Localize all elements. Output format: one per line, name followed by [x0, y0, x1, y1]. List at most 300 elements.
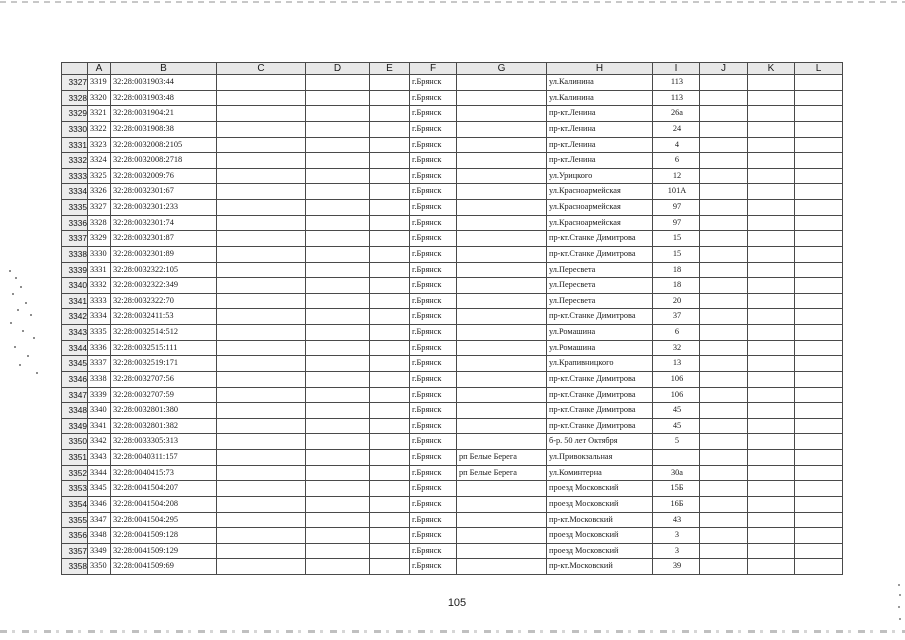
cell-d[interactable]: [306, 481, 370, 497]
cell-f[interactable]: г.Брянск: [410, 137, 457, 153]
cell-a[interactable]: 3320: [88, 90, 111, 106]
cell-i[interactable]: 30а: [653, 465, 700, 481]
cell-a[interactable]: 3332: [88, 278, 111, 294]
cell-k[interactable]: [748, 200, 795, 216]
cell-j[interactable]: [700, 75, 748, 91]
cell-k[interactable]: [748, 106, 795, 122]
cell-g[interactable]: [457, 496, 547, 512]
row-number[interactable]: 3332: [62, 153, 88, 169]
cell-b[interactable]: 32:28:0041509:69: [111, 559, 217, 575]
cell-d[interactable]: [306, 434, 370, 450]
cell-d[interactable]: [306, 559, 370, 575]
cell-f[interactable]: г.Брянск: [410, 200, 457, 216]
cell-f[interactable]: г.Брянск: [410, 121, 457, 137]
cell-a[interactable]: 3326: [88, 184, 111, 200]
cell-a[interactable]: 3333: [88, 293, 111, 309]
cell-j[interactable]: [700, 496, 748, 512]
cell-g[interactable]: рп Белые Берега: [457, 465, 547, 481]
cell-c[interactable]: [217, 121, 306, 137]
cell-f[interactable]: г.Брянск: [410, 325, 457, 341]
cell-l[interactable]: [795, 246, 843, 262]
cell-k[interactable]: [748, 75, 795, 91]
cell-b[interactable]: 32:28:0032301:67: [111, 184, 217, 200]
cell-k[interactable]: [748, 371, 795, 387]
cell-k[interactable]: [748, 137, 795, 153]
cell-k[interactable]: [748, 168, 795, 184]
cell-j[interactable]: [700, 309, 748, 325]
cell-b[interactable]: 32:28:0032009:76: [111, 168, 217, 184]
cell-f[interactable]: г.Брянск: [410, 356, 457, 372]
cell-d[interactable]: [306, 465, 370, 481]
cell-h[interactable]: пр-кт.Станке Димитрова: [547, 371, 653, 387]
cell-d[interactable]: [306, 340, 370, 356]
cell-d[interactable]: [306, 106, 370, 122]
cell-b[interactable]: 32:28:0041509:128: [111, 528, 217, 544]
cell-e[interactable]: [370, 106, 410, 122]
cell-e[interactable]: [370, 403, 410, 419]
column-header-i[interactable]: I: [653, 63, 700, 75]
cell-d[interactable]: [306, 450, 370, 466]
cell-c[interactable]: [217, 184, 306, 200]
cell-d[interactable]: [306, 371, 370, 387]
cell-k[interactable]: [748, 418, 795, 434]
cell-h[interactable]: ул.Пересвета: [547, 262, 653, 278]
cell-b[interactable]: 32:28:0032707:59: [111, 387, 217, 403]
row-number[interactable]: 3349: [62, 418, 88, 434]
cell-l[interactable]: [795, 200, 843, 216]
cell-j[interactable]: [700, 106, 748, 122]
cell-k[interactable]: [748, 90, 795, 106]
cell-i[interactable]: 97: [653, 200, 700, 216]
cell-d[interactable]: [306, 246, 370, 262]
cell-j[interactable]: [700, 231, 748, 247]
cell-l[interactable]: [795, 121, 843, 137]
cell-k[interactable]: [748, 325, 795, 341]
cell-h[interactable]: пр-кт.Московский: [547, 512, 653, 528]
cell-c[interactable]: [217, 371, 306, 387]
cell-b[interactable]: 32:28:0031908:38: [111, 121, 217, 137]
cell-l[interactable]: [795, 481, 843, 497]
cell-e[interactable]: [370, 387, 410, 403]
cell-b[interactable]: 32:28:0032301:74: [111, 215, 217, 231]
cell-d[interactable]: [306, 512, 370, 528]
cell-c[interactable]: [217, 450, 306, 466]
cell-a[interactable]: 3337: [88, 356, 111, 372]
cell-i[interactable]: 37: [653, 309, 700, 325]
cell-j[interactable]: [700, 528, 748, 544]
cell-j[interactable]: [700, 293, 748, 309]
cell-j[interactable]: [700, 403, 748, 419]
cell-i[interactable]: 12: [653, 168, 700, 184]
cell-j[interactable]: [700, 543, 748, 559]
cell-h[interactable]: ул.Коминтерна: [547, 465, 653, 481]
cell-k[interactable]: [748, 293, 795, 309]
cell-b[interactable]: 32:28:0031904:21: [111, 106, 217, 122]
cell-b[interactable]: 32:28:0031903:44: [111, 75, 217, 91]
cell-g[interactable]: [457, 418, 547, 434]
cell-h[interactable]: ул.Пересвета: [547, 278, 653, 294]
cell-i[interactable]: 18: [653, 278, 700, 294]
cell-h[interactable]: пр-кт.Станке Димитрова: [547, 418, 653, 434]
row-number[interactable]: 3352: [62, 465, 88, 481]
cell-j[interactable]: [700, 153, 748, 169]
cell-e[interactable]: [370, 496, 410, 512]
cell-h[interactable]: ул.Ромашина: [547, 340, 653, 356]
cell-k[interactable]: [748, 528, 795, 544]
cell-a[interactable]: 3348: [88, 528, 111, 544]
cell-i[interactable]: 16Б: [653, 496, 700, 512]
cell-d[interactable]: [306, 90, 370, 106]
cell-d[interactable]: [306, 215, 370, 231]
cell-d[interactable]: [306, 200, 370, 216]
cell-d[interactable]: [306, 168, 370, 184]
row-number[interactable]: 3339: [62, 262, 88, 278]
cell-e[interactable]: [370, 340, 410, 356]
cell-a[interactable]: 3319: [88, 75, 111, 91]
cell-j[interactable]: [700, 168, 748, 184]
cell-l[interactable]: [795, 450, 843, 466]
cell-i[interactable]: 15: [653, 231, 700, 247]
row-number[interactable]: 3354: [62, 496, 88, 512]
cell-l[interactable]: [795, 356, 843, 372]
cell-l[interactable]: [795, 434, 843, 450]
cell-a[interactable]: 3340: [88, 403, 111, 419]
cell-b[interactable]: 32:28:0032301:87: [111, 231, 217, 247]
cell-j[interactable]: [700, 450, 748, 466]
cell-g[interactable]: [457, 543, 547, 559]
cell-b[interactable]: 32:28:0032008:2718: [111, 153, 217, 169]
cell-a[interactable]: 3322: [88, 121, 111, 137]
cell-g[interactable]: [457, 559, 547, 575]
cell-l[interactable]: [795, 512, 843, 528]
cell-c[interactable]: [217, 387, 306, 403]
cell-h[interactable]: пр-кт.Станке Димитрова: [547, 231, 653, 247]
row-number[interactable]: 3358: [62, 559, 88, 575]
cell-e[interactable]: [370, 418, 410, 434]
cell-l[interactable]: [795, 403, 843, 419]
cell-h[interactable]: ул.Пересвета: [547, 293, 653, 309]
cell-c[interactable]: [217, 418, 306, 434]
cell-f[interactable]: г.Брянск: [410, 215, 457, 231]
cell-l[interactable]: [795, 325, 843, 341]
cell-i[interactable]: 20: [653, 293, 700, 309]
cell-e[interactable]: [370, 262, 410, 278]
cell-i[interactable]: 106: [653, 387, 700, 403]
cell-j[interactable]: [700, 200, 748, 216]
cell-b[interactable]: 32:28:0032801:380: [111, 403, 217, 419]
cell-k[interactable]: [748, 559, 795, 575]
cell-h[interactable]: пр-кт.Ленина: [547, 137, 653, 153]
cell-h[interactable]: проезд Московский: [547, 481, 653, 497]
cell-l[interactable]: [795, 528, 843, 544]
cell-e[interactable]: [370, 215, 410, 231]
cell-a[interactable]: 3329: [88, 231, 111, 247]
cell-h[interactable]: ул.Привокзальная: [547, 450, 653, 466]
cell-c[interactable]: [217, 543, 306, 559]
cell-h[interactable]: пр-кт.Станке Димитрова: [547, 246, 653, 262]
column-header-e[interactable]: E: [370, 63, 410, 75]
cell-f[interactable]: г.Брянск: [410, 465, 457, 481]
cell-h[interactable]: проезд Московский: [547, 543, 653, 559]
cell-k[interactable]: [748, 231, 795, 247]
cell-f[interactable]: г.Брянск: [410, 75, 457, 91]
cell-h[interactable]: пр-кт.Ленина: [547, 106, 653, 122]
cell-k[interactable]: [748, 403, 795, 419]
row-number[interactable]: 3337: [62, 231, 88, 247]
cell-i[interactable]: 97: [653, 215, 700, 231]
cell-j[interactable]: [700, 387, 748, 403]
cell-e[interactable]: [370, 528, 410, 544]
row-number[interactable]: 3336: [62, 215, 88, 231]
cell-a[interactable]: 3321: [88, 106, 111, 122]
row-number[interactable]: 3351: [62, 450, 88, 466]
cell-l[interactable]: [795, 262, 843, 278]
cell-d[interactable]: [306, 75, 370, 91]
row-number[interactable]: 3327: [62, 75, 88, 91]
cell-e[interactable]: [370, 325, 410, 341]
cell-l[interactable]: [795, 278, 843, 294]
cell-f[interactable]: г.Брянск: [410, 512, 457, 528]
cell-h[interactable]: пр-кт.Станке Димитрова: [547, 309, 653, 325]
cell-e[interactable]: [370, 434, 410, 450]
cell-j[interactable]: [700, 90, 748, 106]
cell-b[interactable]: 32:28:0032301:89: [111, 246, 217, 262]
cell-h[interactable]: пр-кт.Московский: [547, 559, 653, 575]
cell-i[interactable]: 106: [653, 371, 700, 387]
cell-a[interactable]: 3341: [88, 418, 111, 434]
cell-e[interactable]: [370, 75, 410, 91]
cell-k[interactable]: [748, 465, 795, 481]
cell-e[interactable]: [370, 231, 410, 247]
cell-i[interactable]: 15Б: [653, 481, 700, 497]
row-number[interactable]: 3334: [62, 184, 88, 200]
cell-d[interactable]: [306, 153, 370, 169]
cell-h[interactable]: проезд Московский: [547, 496, 653, 512]
cell-a[interactable]: 3350: [88, 559, 111, 575]
cell-d[interactable]: [306, 387, 370, 403]
cell-d[interactable]: [306, 278, 370, 294]
row-number[interactable]: 3345: [62, 356, 88, 372]
cell-a[interactable]: 3344: [88, 465, 111, 481]
cell-b[interactable]: 32:28:0032301:233: [111, 200, 217, 216]
cell-f[interactable]: г.Брянск: [410, 496, 457, 512]
cell-e[interactable]: [370, 543, 410, 559]
cell-d[interactable]: [306, 137, 370, 153]
cell-k[interactable]: [748, 262, 795, 278]
cell-a[interactable]: 3349: [88, 543, 111, 559]
cell-h[interactable]: пр-кт.Ленина: [547, 121, 653, 137]
cell-b[interactable]: 32:28:0040415:73: [111, 465, 217, 481]
cell-d[interactable]: [306, 496, 370, 512]
cell-e[interactable]: [370, 168, 410, 184]
cell-j[interactable]: [700, 371, 748, 387]
cell-b[interactable]: 32:28:0032515:111: [111, 340, 217, 356]
cell-c[interactable]: [217, 106, 306, 122]
cell-g[interactable]: [457, 231, 547, 247]
cell-g[interactable]: [457, 512, 547, 528]
cell-k[interactable]: [748, 246, 795, 262]
cell-j[interactable]: [700, 184, 748, 200]
cell-a[interactable]: 3328: [88, 215, 111, 231]
cell-l[interactable]: [795, 106, 843, 122]
cell-d[interactable]: [306, 309, 370, 325]
cell-b[interactable]: 32:28:0033305:313: [111, 434, 217, 450]
cell-f[interactable]: г.Брянск: [410, 340, 457, 356]
cell-k[interactable]: [748, 153, 795, 169]
cell-c[interactable]: [217, 137, 306, 153]
cell-j[interactable]: [700, 418, 748, 434]
cell-k[interactable]: [748, 340, 795, 356]
cell-c[interactable]: [217, 168, 306, 184]
cell-c[interactable]: [217, 215, 306, 231]
cell-g[interactable]: [457, 309, 547, 325]
cell-d[interactable]: [306, 403, 370, 419]
cell-i[interactable]: 6: [653, 153, 700, 169]
cell-e[interactable]: [370, 293, 410, 309]
cell-g[interactable]: [457, 262, 547, 278]
cell-c[interactable]: [217, 325, 306, 341]
cell-f[interactable]: г.Брянск: [410, 262, 457, 278]
cell-a[interactable]: 3339: [88, 387, 111, 403]
cell-e[interactable]: [370, 200, 410, 216]
cell-k[interactable]: [748, 309, 795, 325]
cell-b[interactable]: 32:28:0041504:207: [111, 481, 217, 497]
row-number[interactable]: 3330: [62, 121, 88, 137]
cell-e[interactable]: [370, 309, 410, 325]
cell-d[interactable]: [306, 356, 370, 372]
cell-g[interactable]: [457, 215, 547, 231]
cell-a[interactable]: 3343: [88, 450, 111, 466]
cell-l[interactable]: [795, 75, 843, 91]
cell-i[interactable]: 101А: [653, 184, 700, 200]
cell-b[interactable]: 32:28:0041504:295: [111, 512, 217, 528]
cell-c[interactable]: [217, 356, 306, 372]
cell-e[interactable]: [370, 153, 410, 169]
cell-j[interactable]: [700, 465, 748, 481]
cell-f[interactable]: г.Брянск: [410, 543, 457, 559]
cell-l[interactable]: [795, 418, 843, 434]
cell-j[interactable]: [700, 481, 748, 497]
cell-c[interactable]: [217, 559, 306, 575]
cell-g[interactable]: [457, 325, 547, 341]
cell-g[interactable]: [457, 153, 547, 169]
cell-f[interactable]: г.Брянск: [410, 293, 457, 309]
cell-l[interactable]: [795, 215, 843, 231]
cell-c[interactable]: [217, 262, 306, 278]
cell-e[interactable]: [370, 184, 410, 200]
row-number[interactable]: 3329: [62, 106, 88, 122]
cell-h[interactable]: пр-кт.Ленина: [547, 153, 653, 169]
row-number[interactable]: 3341: [62, 293, 88, 309]
cell-g[interactable]: [457, 278, 547, 294]
row-number[interactable]: 3347: [62, 387, 88, 403]
cell-k[interactable]: [748, 450, 795, 466]
cell-a[interactable]: 3323: [88, 137, 111, 153]
cell-f[interactable]: г.Брянск: [410, 106, 457, 122]
cell-h[interactable]: проезд Московский: [547, 528, 653, 544]
cell-e[interactable]: [370, 90, 410, 106]
cell-g[interactable]: [457, 168, 547, 184]
cell-f[interactable]: г.Брянск: [410, 403, 457, 419]
column-header-b[interactable]: B: [111, 63, 217, 75]
cell-l[interactable]: [795, 90, 843, 106]
cell-f[interactable]: г.Брянск: [410, 168, 457, 184]
cell-i[interactable]: 113: [653, 90, 700, 106]
cell-i[interactable]: 3: [653, 528, 700, 544]
cell-a[interactable]: 3346: [88, 496, 111, 512]
cell-f[interactable]: г.Брянск: [410, 450, 457, 466]
cell-g[interactable]: [457, 121, 547, 137]
cell-k[interactable]: [748, 434, 795, 450]
column-header-h[interactable]: H: [547, 63, 653, 75]
cell-c[interactable]: [217, 200, 306, 216]
cell-e[interactable]: [370, 356, 410, 372]
cell-e[interactable]: [370, 121, 410, 137]
cell-l[interactable]: [795, 543, 843, 559]
cell-c[interactable]: [217, 90, 306, 106]
cell-a[interactable]: 3324: [88, 153, 111, 169]
cell-c[interactable]: [217, 246, 306, 262]
cell-c[interactable]: [217, 496, 306, 512]
cell-g[interactable]: [457, 75, 547, 91]
cell-j[interactable]: [700, 512, 748, 528]
cell-g[interactable]: [457, 434, 547, 450]
cell-h[interactable]: ул.Красноармейская: [547, 215, 653, 231]
cell-h[interactable]: ул.Крапивницкого: [547, 356, 653, 372]
cell-l[interactable]: [795, 184, 843, 200]
cell-b[interactable]: 32:28:0031903:48: [111, 90, 217, 106]
cell-b[interactable]: 32:28:0040311:157: [111, 450, 217, 466]
cell-i[interactable]: 3: [653, 543, 700, 559]
cell-d[interactable]: [306, 543, 370, 559]
cell-d[interactable]: [306, 293, 370, 309]
row-number[interactable]: 3350: [62, 434, 88, 450]
cell-k[interactable]: [748, 512, 795, 528]
cell-g[interactable]: [457, 371, 547, 387]
cell-d[interactable]: [306, 325, 370, 341]
cell-c[interactable]: [217, 309, 306, 325]
cell-d[interactable]: [306, 121, 370, 137]
cell-d[interactable]: [306, 418, 370, 434]
column-header-d[interactable]: D: [306, 63, 370, 75]
cell-g[interactable]: [457, 246, 547, 262]
select-all-corner[interactable]: [62, 63, 88, 75]
cell-a[interactable]: 3334: [88, 309, 111, 325]
cell-l[interactable]: [795, 371, 843, 387]
cell-j[interactable]: [700, 137, 748, 153]
cell-b[interactable]: 32:28:0041504:208: [111, 496, 217, 512]
cell-j[interactable]: [700, 340, 748, 356]
row-number[interactable]: 3331: [62, 137, 88, 153]
cell-k[interactable]: [748, 543, 795, 559]
cell-c[interactable]: [217, 231, 306, 247]
cell-k[interactable]: [748, 496, 795, 512]
cell-l[interactable]: [795, 153, 843, 169]
cell-g[interactable]: [457, 528, 547, 544]
cell-f[interactable]: г.Брянск: [410, 481, 457, 497]
cell-g[interactable]: [457, 137, 547, 153]
cell-j[interactable]: [700, 325, 748, 341]
cell-i[interactable]: 45: [653, 403, 700, 419]
cell-a[interactable]: 3345: [88, 481, 111, 497]
row-number[interactable]: 3348: [62, 403, 88, 419]
cell-f[interactable]: г.Брянск: [410, 418, 457, 434]
cell-h[interactable]: б-р. 50 лет Октября: [547, 434, 653, 450]
cell-i[interactable]: 18: [653, 262, 700, 278]
cell-k[interactable]: [748, 387, 795, 403]
cell-e[interactable]: [370, 371, 410, 387]
cell-i[interactable]: 5: [653, 434, 700, 450]
